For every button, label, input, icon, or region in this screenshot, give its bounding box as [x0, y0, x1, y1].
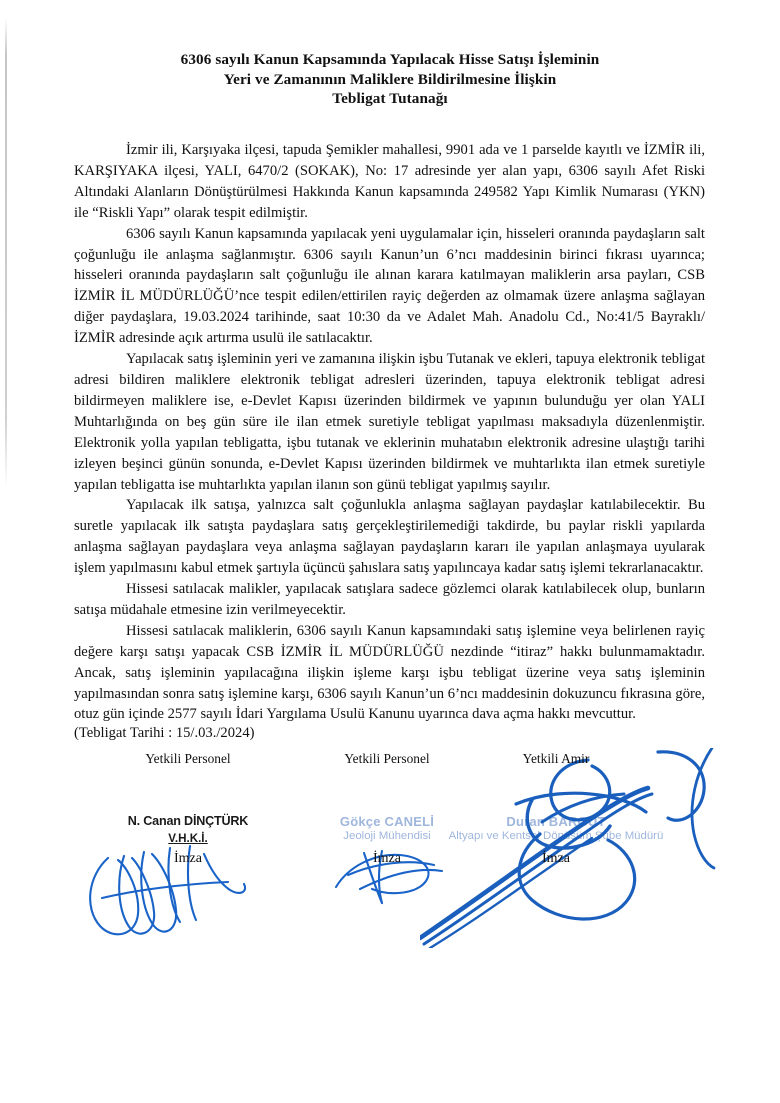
- imza-label: İmza: [373, 851, 401, 866]
- signature-name: Duran BARGUT: [506, 814, 606, 829]
- signature-name: N. Canan DİNÇTÜRK: [127, 814, 249, 828]
- imza-label: İmza: [542, 851, 570, 866]
- paragraph-6: Hissesi satılacak maliklerin, 6306 sayılı Kanun kapsamındaki satış işlemine veya belirlenen rayiç değere karşı satışı yapacak CSB İZMİR İL MÜDÜRLÜĞÜ nezdinde “itiraz” hakkı bulunmamaktadır. Ancak, satış işleminin yapılacağına ilişkin işleme karşı işbu tebligat üzerine veya satış işleminin yapılmasından sonra satış işlemine karşı, 6306 sayılı Kanun’un 6’ncı maddesinin dokuzuncu fıkrasına göre, otuz gün içinde 2577 sayılı İdari Yargılama Usulü Kanunu uyarınca dava açma hakkı mevcuttur.: [74, 622, 705, 723]
- paragraph-5: Hissesi satılacak malikler, yapılacak satışlara sadece gözlemci olarak katılabilecek olup, bunların satışa müdahale etmesine izin verilmeyecektir.: [74, 581, 705, 618]
- document-body: [74, 140, 705, 725]
- signature-role-label: Yetkili Amir: [522, 751, 590, 766]
- signature-title: V.H.K.İ.: [168, 832, 208, 845]
- paragraph-3: Yapılacak satış işleminin yeri ve zamanına ilişkin işbu Tutanak ve ekleri, tapuya elektronik tebligat adresi bildiren maliklere elektronik tebligat adresleri üzerinden, tapuya elektronik tebligat adresi bildirmeyen maliklere ise, e-Devlet Kapısı üzerinden bildirmek ve yapının bulunduğu yer olan YALI Muhtarlığında on beş gün süre ile ilan etmek suretiyle tebligat yapılması maksadıyla düzenlenmiştir. Elektronik yolla yapılan tebligatta, işbu tutanak ve eklerinin muhatabın elektronik adresine ulaştığı tarihi izleyen beşinci günün sonunda, e-Devlet Kapısı üzerinden bildirmek ve muhtarlıkta ilan etmek suretiyle yapılan tebligatta ise muhtarlıkta yapılan ilanın son günü tebligat yapılmış sayılır.: [74, 351, 705, 493]
- title-line-3: Tebligat Tutanağı: [332, 90, 448, 107]
- signature-block-authorized-supervisor: [441, 750, 671, 867]
- signature-title: Altyapı ve Kentsel Dönüşüm Şube Müdürü: [448, 830, 664, 842]
- signature-title: Jeoloji Mühendisi: [343, 830, 431, 842]
- signature-name: Gökçe CANELİ: [339, 814, 435, 829]
- signature-role-label: Yetkili Personel: [145, 751, 231, 766]
- signature-stamp: [441, 813, 671, 849]
- title-line-1: 6306 sayılı Kanun Kapsamında Yapılacak Hisse Satışı İşleminin: [180, 51, 600, 68]
- signature-stamp: [73, 813, 303, 849]
- signature-area: [0, 750, 780, 960]
- document-title: [0, 50, 780, 109]
- signature-block-authorized-personnel-1: [73, 750, 303, 867]
- paragraph-1: İzmir ili, Karşıyaka ilçesi, tapuda Şemikler mahallesi, 9901 ada ve 1 parselde kayıtlı ve İZMİR ili, KARŞIYAKA ilçesi, YALI, 6470/2 (SOKAK), No: 17 adresinde yer alan yapı, 6306 sayılı Afet Riski Altındaki Alanların Dönüştürülmesi Hakkında Kanun kapsamında 249582 Yapı Kimlik Numarası (YKN) ile “Riskli Yapı” olarak tespit edilmiştir.: [74, 142, 705, 221]
- imza-label: İmza: [174, 851, 202, 866]
- paragraph-2: 6306 sayılı Kanun kapsamında yapılacak yeni uygulamalar için, hisseleri oranında paydaşların salt çoğunluğu ile anlaşma sağlanmıştır. 6306 sayılı Kanun’un 6’ncı maddesinin birinci fıkrası uyarınca; hisseleri oranında paydaşların salt çoğunluğu ile alınan karara katılmayan maliklerin arsa payları, CSB İZMİR İL MÜDÜRLÜĞÜ’nce tespit edilen/ettirilen rayiç değerden az olmamak üzere anlaşma sağlayan diğer paydaşlara, 19.03.2024 tarihinde, saat 10:30 da ve Adalet Mah. Anadolu Cd., No:41/5 Bayraklı/İZMİR adresinde açık artırma usulü ile satılacaktır.: [74, 225, 705, 347]
- signature-role-label: Yetkili Personel: [344, 751, 430, 766]
- notification-date: (Tebligat Tarihi : 15/.03./2024): [74, 725, 255, 741]
- paragraph-4: Yapılacak ilk satışa, yalnızca salt çoğunlukla anlaşma sağlayan paydaşlar katılabilecektir. Bu suretle yapılacak ilk satışta paydaşlara satış gerçekleştirilemediği takdirde, bu paylar riskli yapılarda anlaşma sağlayan paydaşlara veya anlaşma sağlayan paydaşların kararı ile yapılan anlaşmaya uyularak işlem yapılmasını kabul etmek şartıyla üçüncü şahıslara satış yapılıncaya kadar satış işlemi tekrarlanacaktır.: [74, 497, 705, 577]
- title-line-2: Yeri ve Zamanının Maliklere Bildirilmesine İlişkin: [223, 70, 557, 88]
